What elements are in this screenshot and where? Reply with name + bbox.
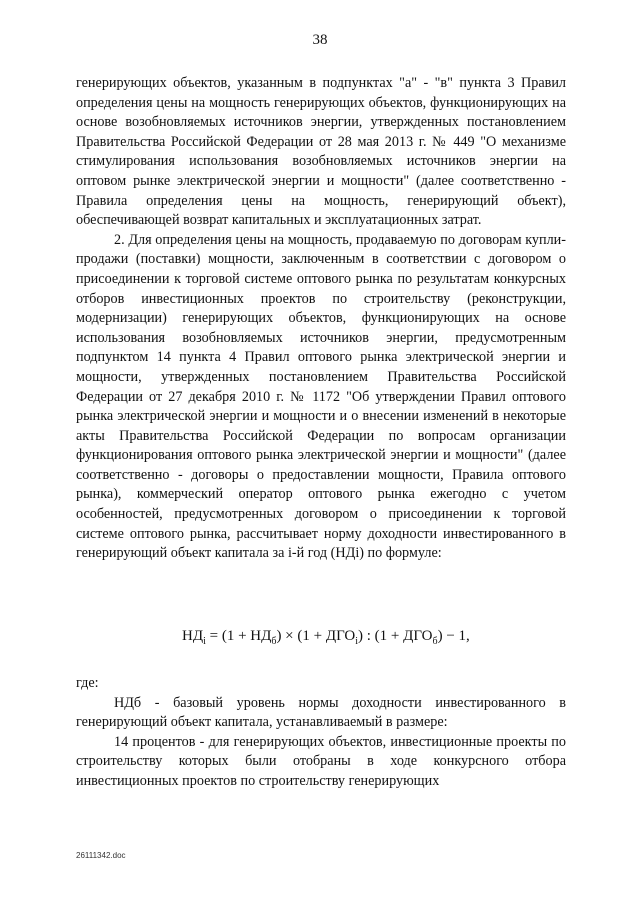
footer-doc-id: 26111342.doc [76, 851, 126, 860]
document-body [76, 74, 566, 564]
formula-part: ) × (1 + ДГО [276, 628, 356, 644]
paragraph: 14 процентов - для генерирующих объектов, инвестиционные проекты по строительству которых были отобраны в ходе конкурсного отбора инвестиционных проектов по строительству генерирующих [76, 733, 566, 789]
formula-subscript: i [355, 636, 358, 647]
formula-part: ) − 1, [437, 628, 470, 644]
paragraph: генерирующих объектов, указанным в подпунктах "а" - "в" пункта 3 Правил определения цены на мощность генерирующих объектов, функционирующих на основе возобновляемых источников энергии, утвержденных постановлением Правительства Российской Федерации от 28 мая 2013 г. № 449 "О механизме стимулирования использования возобновляемых источников энергии на оптовом рынке электрической энергии и мощности" (далее соответственно - Правила определения цены на мощность, генерирующий объект), обеспечивающей возврат капитальных и эксплуатационных затрат. [76, 75, 566, 229]
formula-subscript: i [203, 636, 206, 647]
paragraph: НДб - базовый уровень нормы доходности инвестированного в генерирующий объект капитала, устанавливаемый в размере: [76, 694, 566, 731]
formula-part: ) : (1 + ДГО [358, 628, 433, 644]
formula-subscript: б [432, 636, 438, 647]
formula-part: = (1 + НД [205, 628, 272, 644]
formula-subscript: б [271, 636, 277, 647]
page-number: 38 [312, 32, 328, 48]
formula-nd: НД [182, 628, 204, 644]
paragraph: 2. Для определения цены на мощность, продаваемую по договорам купли-продажи (поставки) мощности, заключенным в соответствии с договором о присоединении к торговой системе оптового рынка по результатам конкурсных отборов инвестиционных проектов по строительству (реконструкции, модернизации) генерирующих объектов, функционирующих на основе использования возобновляемых источников энергии, предусмотренным подпунктом 14 пункта 4 Правил оптового рынка электрической энергии и мощности, утвержденных постановлением Правительства Российской Федерации от 27 декабря 2010 г. № 1172 "Об утверждении Правил оптового рынка электрической энергии и мощности и о внесении изменений в некоторые акты Правительства Российской Федерации по вопросам организации функционирования оптового рынка электрической энергии и мощности" (далее соответственно - договоры о предоставлении мощности, Правила оптового рынка), коммерческий оператор оптового рынка ежегодно с учетом особенностей, предусмотренных договором о присоединении к торговой системе оптового рынка, рассчитывает норму доходности инвестированного в генерирующий объект капитала за i-й год (НДi) по формуле: [76, 231, 566, 562]
document-body-continued [76, 674, 566, 792]
where-label: где: [76, 675, 99, 691]
formula [182, 628, 502, 647]
